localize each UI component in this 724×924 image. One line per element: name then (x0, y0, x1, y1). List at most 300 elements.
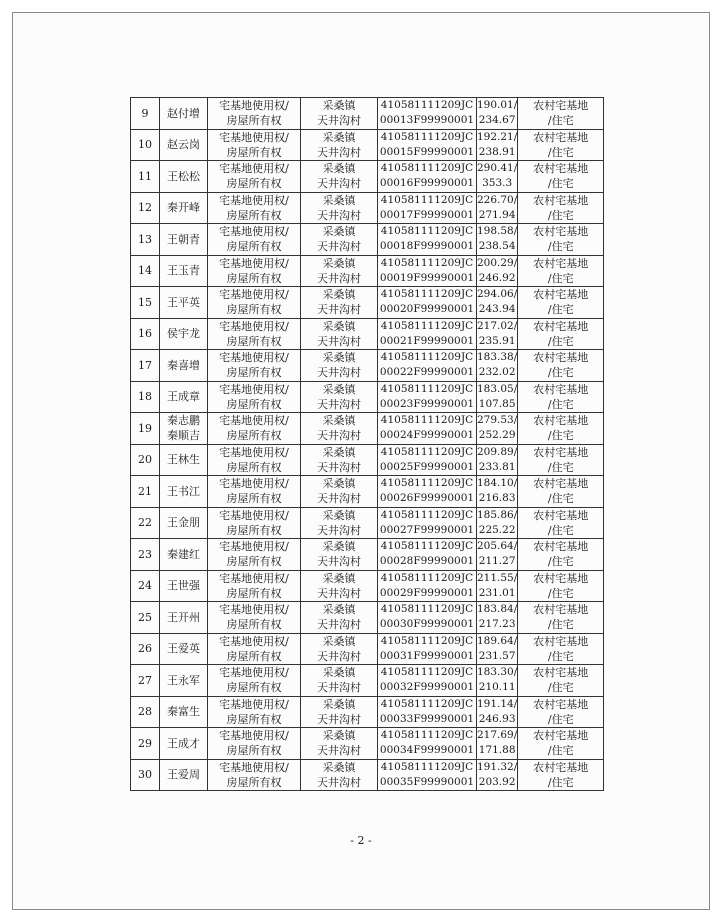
cell-text-line: 211.55/ (477, 571, 518, 584)
row-number-cell: 12 (131, 192, 160, 224)
location-cell (301, 161, 378, 193)
right-type-cell (208, 570, 301, 602)
cell-text-line: 房屋所有权 (226, 114, 282, 128)
cell-text-line: 王松松 (167, 169, 200, 183)
owner-name-cell (160, 696, 208, 728)
table-row (131, 192, 604, 224)
location-cell (301, 350, 378, 382)
cell-text-line: 采桑镇 (322, 603, 356, 617)
table-row (131, 633, 604, 665)
cell-text-line: 294.06/ (477, 288, 518, 301)
row-number-cell: 19 (131, 413, 160, 445)
area-cell (477, 539, 518, 571)
usage-cell (518, 98, 604, 130)
area-cell (477, 129, 518, 161)
area-cell (477, 633, 518, 665)
cell-text-line: 410581111209JC (380, 508, 474, 521)
unit-code-cell (378, 98, 477, 130)
cell-text-line: 183.38/ (477, 351, 518, 364)
area-cell (477, 318, 518, 350)
cell-text-line: 采桑镇 (322, 666, 356, 680)
location-cell (301, 444, 378, 476)
cell-text-line: 410581111209JC (380, 319, 474, 332)
cell-text-line: 宅基地使用权/ (219, 477, 289, 491)
cell-text-line: 宅基地使用权/ (219, 225, 289, 239)
cell-text-line: 天井沟村 (317, 334, 361, 348)
row-number-cell: 16 (131, 318, 160, 350)
cell-text-line: 农村宅基地 (533, 697, 589, 711)
cell-text-line: 王爱英 (167, 642, 200, 656)
cell-text-line: 采桑镇 (322, 634, 356, 648)
right-type-cell (208, 444, 301, 476)
cell-text-line: 采桑镇 (322, 99, 356, 113)
location-cell (301, 570, 378, 602)
cell-text-line: 184.10/ (477, 477, 518, 490)
location-cell (301, 129, 378, 161)
location-cell (301, 728, 378, 760)
cell-text-line: 410581111209JC (380, 99, 474, 112)
owner-name-cell (160, 476, 208, 508)
area-cell (477, 287, 518, 319)
cell-text-line: 00035F99990001 (379, 775, 475, 788)
cell-text-line: 房屋所有权 (226, 208, 282, 222)
cell-text-line: 231.57 (478, 649, 516, 662)
cell-text-line: 宅基地使用权/ (219, 571, 289, 585)
cell-text-line: 农村宅基地 (533, 351, 589, 365)
right-type-cell (208, 350, 301, 382)
table-row (131, 444, 604, 476)
unit-code-cell (378, 570, 477, 602)
unit-code-cell (378, 476, 477, 508)
cell-text-line: 天井沟村 (317, 366, 361, 380)
usage-cell (518, 665, 604, 697)
owner-name-cell (160, 413, 208, 445)
cell-text-line: /住宅 (547, 208, 574, 222)
table-row (131, 224, 604, 256)
area-cell (477, 665, 518, 697)
table-row (131, 287, 604, 319)
owner-name-cell (160, 318, 208, 350)
area-cell (477, 161, 518, 193)
cell-text-line: 00021F99990001 (379, 334, 475, 347)
table-row (131, 665, 604, 697)
row-number-cell: 14 (131, 255, 160, 287)
cell-text-line: 王金朋 (167, 516, 200, 530)
unit-code-cell (378, 602, 477, 634)
table-row (131, 759, 604, 791)
location-cell (301, 507, 378, 539)
cell-text-line: 171.88 (478, 744, 516, 757)
cell-text-line: 秦志鹏 (167, 414, 200, 428)
row-number-cell: 25 (131, 602, 160, 634)
table-row (131, 728, 604, 760)
location-cell (301, 696, 378, 728)
owner-name-cell (160, 129, 208, 161)
area-cell (477, 381, 518, 413)
usage-cell (518, 728, 604, 760)
location-cell (301, 539, 378, 571)
cell-text-line: 宅基地使用权/ (219, 414, 289, 428)
cell-text-line: 183.05/ (477, 382, 518, 395)
cell-text-line: 房屋所有权 (226, 334, 282, 348)
cell-text-line: 234.67 (478, 114, 516, 127)
usage-cell (518, 255, 604, 287)
cell-text-line: /住宅 (547, 366, 574, 380)
cell-text-line: 王世强 (167, 579, 200, 593)
cell-text-line: 天井沟村 (317, 145, 361, 159)
right-type-cell (208, 476, 301, 508)
cell-text-line: 采桑镇 (322, 477, 356, 491)
location-cell (301, 476, 378, 508)
cell-text-line: 房屋所有权 (226, 303, 282, 317)
cell-text-line: 房屋所有权 (226, 649, 282, 663)
cell-text-line: 宅基地使用权/ (219, 351, 289, 365)
cell-text-line: 农村宅基地 (533, 130, 589, 144)
row-number-cell: 30 (131, 759, 160, 791)
cell-text-line: /住宅 (547, 397, 574, 411)
cell-text-line: 00026F99990001 (379, 492, 475, 505)
page-number: - 2 - (350, 834, 372, 847)
cell-text-line: 采桑镇 (322, 508, 356, 522)
cell-text-line: 410581111209JC (380, 351, 474, 364)
cell-text-line: 采桑镇 (322, 540, 356, 554)
cell-text-line: 410581111209JC (380, 760, 474, 773)
cell-text-line: /住宅 (547, 271, 574, 285)
usage-cell (518, 381, 604, 413)
area-cell (477, 224, 518, 256)
cell-text-line: 252.29 (478, 429, 516, 442)
cell-text-line: /住宅 (547, 145, 574, 159)
cell-text-line: 王玉青 (167, 264, 200, 278)
unit-code-cell (378, 287, 477, 319)
cell-text-line: 宅基地使用权/ (219, 603, 289, 617)
table-row (131, 350, 604, 382)
cell-text-line: /住宅 (547, 303, 574, 317)
cell-text-line: 198.58/ (477, 225, 518, 238)
right-type-cell (208, 318, 301, 350)
cell-text-line: 采桑镇 (322, 319, 356, 333)
cell-text-line: 农村宅基地 (533, 162, 589, 176)
cell-text-line: /住宅 (547, 334, 574, 348)
cell-text-line: 采桑镇 (322, 225, 356, 239)
table-row (131, 696, 604, 728)
cell-text-line: 房屋所有权 (226, 177, 282, 191)
cell-text-line: 农村宅基地 (533, 288, 589, 302)
cell-text-line: 00032F99990001 (379, 681, 475, 694)
row-number-cell: 10 (131, 129, 160, 161)
cell-text-line: 00017F99990001 (379, 208, 475, 221)
cell-text-line: 宅基地使用权/ (219, 508, 289, 522)
cell-text-line: 226.70/ (477, 193, 518, 206)
table-row (131, 98, 604, 130)
owner-name-cell (160, 224, 208, 256)
cell-text-line: /住宅 (547, 114, 574, 128)
table-row (131, 413, 604, 445)
cell-text-line: /住宅 (547, 681, 574, 695)
cell-text-line: 房屋所有权 (226, 397, 282, 411)
cell-text-line: 宅基地使用权/ (219, 729, 289, 743)
usage-cell (518, 287, 604, 319)
location-cell (301, 98, 378, 130)
cell-text-line: 天井沟村 (317, 303, 361, 317)
cell-text-line: 采桑镇 (322, 445, 356, 459)
usage-cell (518, 539, 604, 571)
cell-text-line: 房屋所有权 (226, 492, 282, 506)
row-number-cell: 11 (131, 161, 160, 193)
document-page (12, 12, 710, 910)
cell-text-line: 农村宅基地 (533, 540, 589, 554)
table-row (131, 539, 604, 571)
cell-text-line: 宅基地使用权/ (219, 697, 289, 711)
cell-text-line: 238.91 (478, 145, 516, 158)
usage-cell (518, 129, 604, 161)
table-row (131, 129, 604, 161)
cell-text-line: /住宅 (547, 492, 574, 506)
cell-text-line: 410581111209JC (380, 382, 474, 395)
cell-text-line: 00016F99990001 (379, 177, 475, 190)
area-cell (477, 728, 518, 760)
cell-text-line: 农村宅基地 (533, 193, 589, 207)
cell-text-line: 191.32/ (477, 760, 518, 773)
cell-text-line: 410581111209JC (380, 225, 474, 238)
cell-text-line: 农村宅基地 (533, 225, 589, 239)
cell-text-line: 房屋所有权 (226, 744, 282, 758)
owner-name-cell (160, 602, 208, 634)
cell-text-line: 房屋所有权 (226, 523, 282, 537)
cell-text-line: 271.94 (478, 208, 516, 221)
usage-cell (518, 476, 604, 508)
owner-name-cell (160, 539, 208, 571)
cell-text-line: 246.93 (478, 712, 516, 725)
area-cell (477, 350, 518, 382)
cell-text-line: 天井沟村 (317, 681, 361, 695)
location-cell (301, 255, 378, 287)
cell-text-line: 房屋所有权 (226, 712, 282, 726)
unit-code-cell (378, 381, 477, 413)
row-number-cell: 29 (131, 728, 160, 760)
cell-text-line: 农村宅基地 (533, 99, 589, 113)
cell-text-line: 宅基地使用权/ (219, 193, 289, 207)
cell-text-line: 宅基地使用权/ (219, 382, 289, 396)
cell-text-line: 天井沟村 (317, 712, 361, 726)
location-cell (301, 192, 378, 224)
right-type-cell (208, 602, 301, 634)
area-cell (477, 444, 518, 476)
right-type-cell (208, 224, 301, 256)
right-type-cell (208, 129, 301, 161)
cell-text-line: 232.02 (478, 366, 516, 379)
cell-text-line: 00033F99990001 (379, 712, 475, 725)
cell-text-line: 宅基地使用权/ (219, 634, 289, 648)
cell-text-line: 天井沟村 (317, 775, 361, 789)
table-row (131, 318, 604, 350)
right-type-cell (208, 665, 301, 697)
cell-text-line: 410581111209JC (380, 193, 474, 206)
location-cell (301, 287, 378, 319)
cell-text-line: 209.89/ (477, 445, 518, 458)
usage-cell (518, 444, 604, 476)
cell-text-line: /住宅 (547, 460, 574, 474)
unit-code-cell (378, 318, 477, 350)
cell-text-line: 农村宅基地 (533, 477, 589, 491)
owner-name-cell (160, 728, 208, 760)
right-type-cell (208, 161, 301, 193)
location-cell (301, 602, 378, 634)
cell-text-line: 房屋所有权 (226, 429, 282, 443)
cell-text-line: 211.27 (478, 555, 516, 568)
table-row (131, 602, 604, 634)
location-cell (301, 224, 378, 256)
unit-code-cell (378, 633, 477, 665)
usage-cell (518, 224, 604, 256)
cell-text-line: 410581111209JC (380, 571, 474, 584)
cell-text-line: 天井沟村 (317, 240, 361, 254)
table-body (131, 98, 604, 791)
cell-text-line: 秦开峰 (167, 201, 200, 215)
usage-cell (518, 633, 604, 665)
cell-text-line: 房屋所有权 (226, 240, 282, 254)
cell-text-line: 天井沟村 (317, 460, 361, 474)
row-number-cell: 15 (131, 287, 160, 319)
cell-text-line: 00018F99990001 (379, 240, 475, 253)
cell-text-line: 231.01 (478, 586, 516, 599)
cell-text-line: 宅基地使用权/ (219, 540, 289, 554)
cell-text-line: 410581111209JC (380, 256, 474, 269)
owner-name-cell (160, 570, 208, 602)
cell-text-line: /住宅 (547, 523, 574, 537)
cell-text-line: 410581111209JC (380, 477, 474, 490)
cell-text-line: 房屋所有权 (226, 586, 282, 600)
cell-text-line: 房屋所有权 (226, 145, 282, 159)
cell-text-line: 00034F99990001 (379, 744, 475, 757)
cell-text-line: 王平英 (167, 295, 200, 309)
right-type-cell (208, 381, 301, 413)
cell-text-line: 191.14/ (477, 697, 518, 710)
cell-text-line: 279.53/ (477, 414, 518, 427)
property-rights-table (130, 97, 604, 791)
cell-text-line: 00020F99990001 (379, 303, 475, 316)
right-type-cell (208, 255, 301, 287)
unit-code-cell (378, 696, 477, 728)
cell-text-line: 192.21/ (477, 130, 518, 143)
area-cell (477, 98, 518, 130)
cell-text-line: 房屋所有权 (226, 555, 282, 569)
row-number-cell: 18 (131, 381, 160, 413)
cell-text-line: 185.86/ (477, 508, 518, 521)
cell-text-line: /住宅 (547, 240, 574, 254)
row-number-cell: 9 (131, 98, 160, 130)
row-number-cell: 22 (131, 507, 160, 539)
cell-text-line: /住宅 (547, 429, 574, 443)
row-number-cell: 17 (131, 350, 160, 382)
usage-cell (518, 413, 604, 445)
usage-cell (518, 318, 604, 350)
owner-name-cell (160, 665, 208, 697)
cell-text-line: 采桑镇 (322, 382, 356, 396)
usage-cell (518, 507, 604, 539)
cell-text-line: 采桑镇 (322, 571, 356, 585)
unit-code-cell (378, 161, 477, 193)
owner-name-cell (160, 759, 208, 791)
cell-text-line: 天井沟村 (317, 523, 361, 537)
right-type-cell (208, 759, 301, 791)
usage-cell (518, 759, 604, 791)
cell-text-line: 宅基地使用权/ (219, 162, 289, 176)
cell-text-line: 410581111209JC (380, 288, 474, 301)
row-number-cell: 13 (131, 224, 160, 256)
cell-text-line: 410581111209JC (380, 666, 474, 679)
cell-text-line: 采桑镇 (322, 351, 356, 365)
usage-cell (518, 192, 604, 224)
cell-text-line: 宅基地使用权/ (219, 319, 289, 333)
cell-text-line: 00028F99990001 (379, 555, 475, 568)
cell-text-line: 农村宅基地 (533, 666, 589, 680)
cell-text-line: 房屋所有权 (226, 618, 282, 632)
cell-text-line: 赵云岗 (167, 138, 200, 152)
owner-name-cell (160, 350, 208, 382)
cell-text-line: 217.69/ (477, 729, 518, 742)
cell-text-line: 216.83 (478, 492, 516, 505)
cell-text-line: 王成章 (167, 390, 200, 404)
cell-text-line: 房屋所有权 (226, 271, 282, 285)
cell-text-line: 采桑镇 (322, 729, 356, 743)
cell-text-line: 天井沟村 (317, 492, 361, 506)
cell-text-line: 00030F99990001 (379, 618, 475, 631)
unit-code-cell (378, 507, 477, 539)
cell-text-line: 225.22 (478, 523, 516, 536)
cell-text-line: 宅基地使用权/ (219, 666, 289, 680)
cell-text-line: 107.85 (478, 397, 516, 410)
area-cell (477, 602, 518, 634)
unit-code-cell (378, 255, 477, 287)
location-cell (301, 381, 378, 413)
unit-code-cell (378, 759, 477, 791)
cell-text-line: 205.64/ (477, 540, 518, 553)
cell-text-line: 采桑镇 (322, 193, 356, 207)
cell-text-line: 采桑镇 (322, 697, 356, 711)
cell-text-line: 王爱周 (167, 768, 200, 782)
cell-text-line: 天井沟村 (317, 271, 361, 285)
cell-text-line: 王林生 (167, 453, 200, 467)
cell-text-line: 房屋所有权 (226, 681, 282, 695)
cell-text-line: 00025F99990001 (379, 460, 475, 473)
cell-text-line: 农村宅基地 (533, 634, 589, 648)
cell-text-line: 183.30/ (477, 666, 518, 679)
cell-text-line: 秦建红 (167, 547, 200, 561)
cell-text-line: 农村宅基地 (533, 445, 589, 459)
right-type-cell (208, 539, 301, 571)
right-type-cell (208, 696, 301, 728)
cell-text-line: 200.29/ (477, 256, 518, 269)
cell-text-line: 农村宅基地 (533, 382, 589, 396)
cell-text-line: 采桑镇 (322, 130, 356, 144)
cell-text-line: 410581111209JC (380, 445, 474, 458)
unit-code-cell (378, 224, 477, 256)
right-type-cell (208, 507, 301, 539)
cell-text-line: /住宅 (547, 586, 574, 600)
cell-text-line: 农村宅基地 (533, 729, 589, 743)
cell-text-line: 00022F99990001 (379, 366, 475, 379)
cell-text-line: 农村宅基地 (533, 760, 589, 774)
unit-code-cell (378, 444, 477, 476)
table-row (131, 381, 604, 413)
cell-text-line: 天井沟村 (317, 555, 361, 569)
location-cell (301, 633, 378, 665)
cell-text-line: 天井沟村 (317, 618, 361, 632)
right-type-cell (208, 192, 301, 224)
owner-name-cell (160, 192, 208, 224)
usage-cell (518, 350, 604, 382)
